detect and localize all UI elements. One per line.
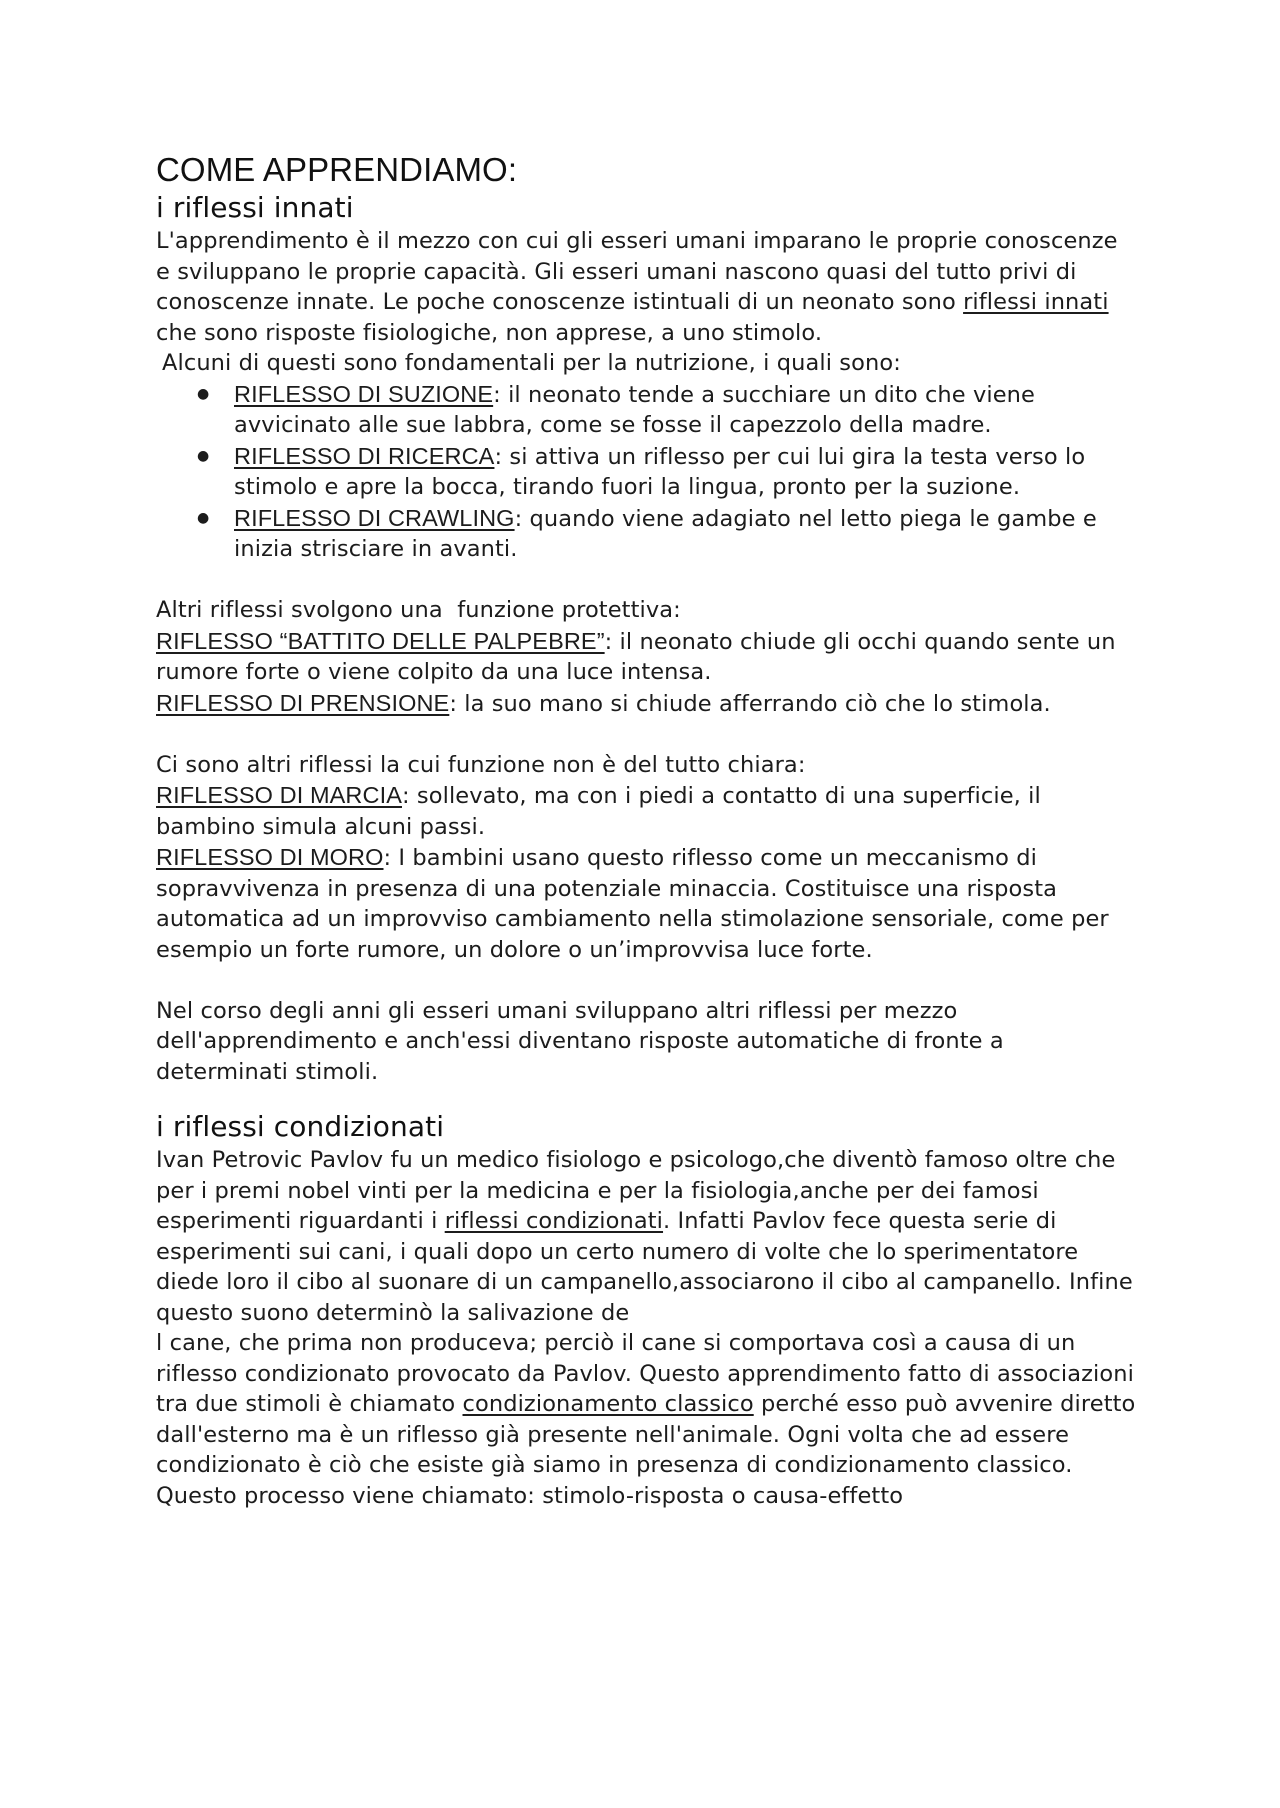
list-item (234, 379, 1136, 441)
reflex-term: RIFLESSO DI SUZIONE (234, 380, 494, 407)
unclear-reflex (156, 842, 1136, 965)
reflex-description: : il neonato chiude gli occhi quando sente un rumore forte o viene colpito da una luce intensa. (156, 628, 1116, 685)
spacer (156, 965, 1136, 996)
reflex-term: RIFLESSO DI CRAWLING (234, 504, 515, 531)
intro-paragraph (156, 226, 1136, 348)
list-item (234, 503, 1136, 565)
innate-reflexes-term: riflessi innati (963, 289, 1109, 315)
unclear-reflex (156, 780, 1136, 842)
spacer (156, 565, 1136, 596)
intro-text-end: che sono risposte fisiologiche, non apprese, a uno stimolo. (156, 319, 823, 346)
page-title: COME APPRENDIAMO: (156, 151, 518, 188)
reflex-term: RIFLESSO DI RICERCA (234, 442, 495, 469)
reflex-term: RIFLESSO DI MORO (156, 844, 384, 870)
pavlov-text: l cane, che prima non produceva; perciò il cane si comportava così a causa di un riflesso condizionato provocato da Pavlov. Questo apprendimento fatto di associazioni tra due stimoli è chiamato (156, 1330, 1134, 1417)
reflex-description: : il neonato tende a succhiare un dito che viene avvicinato alle sue labbra, come se fosse il capezzolo della madre. (234, 381, 1035, 438)
protective-reflex (156, 688, 1136, 720)
pavlov-paragraph (156, 1145, 1136, 1511)
reflex-description: : I bambini usano questo riflesso come un meccanismo di sopravvivenza in presenza di una potenziale minaccia. Costituisce una risposta automatica ad un improvviso cambiamento nella stimolazione sensoriale, come per esempio un forte rumore, un dolore o un’improvvisa luce forte. (156, 845, 1109, 963)
spacer (156, 1087, 1136, 1109)
pavlov-text: . Infatti Pavlov fece questa serie di esperimenti sui cani, i quali dopo un certo numero di volte che lo sperimentatore diede loro il cibo al suonare di un campanello,associarono il cibo al campanello. Infine questo suono determinò la salivazione de (156, 1208, 1133, 1326)
classical-conditioning-term: condizionamento classico (462, 1391, 754, 1417)
reflex-term: RIFLESSO DI MARCIA (156, 782, 402, 808)
list-intro: Alcuni di questi sono fondamentali per la nutrizione, i quali sono: (162, 350, 901, 376)
list-item (234, 441, 1136, 503)
reflex-description: : la suo mano si chiude afferrando ciò che lo stimola. (449, 690, 1051, 717)
document-page (156, 150, 1136, 1511)
reflex-term: RIFLESSO “BATTITO DELLE PALPEBRE” (156, 627, 605, 654)
unclear-intro: Ci sono altri riflessi la cui funzione non è del tutto chiara: (156, 751, 806, 778)
reflex-description: : quando viene adagiato nel letto piega le gambe e inizia strisciare in avanti. (234, 505, 1097, 562)
intro-text: L'apprendimento è il mezzo con cui gli esseri umani imparano le proprie conoscenze e sviluppano le proprie capacità. Gli esseri umani nascono quasi del tutto privi di conoscenze innate. Le poche conoscenze istintuali di un neonato sono (156, 228, 1118, 315)
reflex-description: : sollevato, ma con i piedi a contatto di una superficie, il bambino simula alcuni passi. (156, 783, 1041, 840)
protective-intro: Altri riflessi svolgono una funzione protettiva: (156, 597, 681, 623)
spacer (156, 719, 1136, 750)
pavlov-text: perché esso può avvenire diretto dall'esterno ma è un riflesso già presente nell'animale. Ogni volta che ad essere condizionato è ciò che esiste già siamo in presenza di condizionamento classico. Questo processo viene chiamato: stimolo-risposta o causa-effetto (156, 1391, 1136, 1509)
section-heading-conditioned: i riflessi condizionati (156, 1110, 445, 1143)
pavlov-text: Ivan Petrovic Pavlov fu un medico fisiologo e psicologo,che diventò famoso oltre che per i premi nobel vinti per la medicina e per la fisiologia,anche per dei famosi esperimenti riguardanti i (156, 1147, 1116, 1234)
nutrition-reflex-list (156, 379, 1136, 565)
section-heading-innate: i riflessi innati (156, 191, 354, 224)
conditioned-reflexes-term: riflessi condizionati (444, 1208, 664, 1234)
closing-paragraph: Nel corso degli anni gli esseri umani sviluppano altri riflessi per mezzo dell'apprendimento e anch'essi diventano risposte automatiche di fronte a determinati stimoli. (156, 997, 1004, 1085)
protective-reflex (156, 626, 1136, 688)
reflex-term: RIFLESSO DI PRENSIONE (156, 689, 450, 716)
reflex-description: : si attiva un riflesso per cui lui gira la testa verso lo stimolo e apre la bocca, tirando fuori la lingua, pronto per la suzione. (234, 443, 1086, 500)
